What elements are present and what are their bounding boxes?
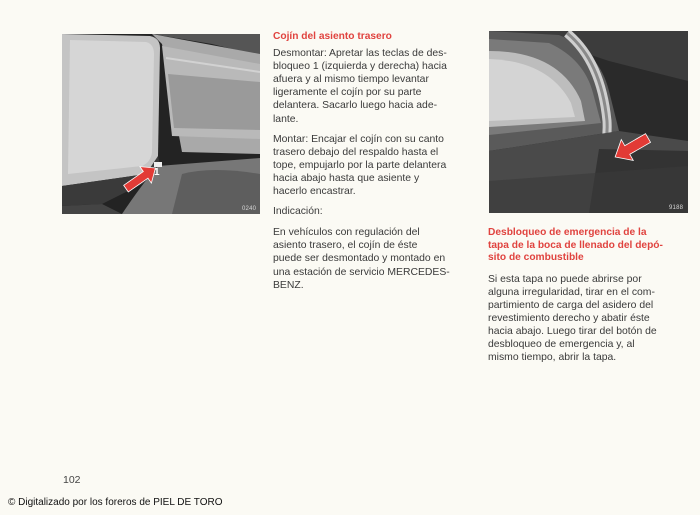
rear-seat-section (273, 30, 478, 299)
scan-credit: © Digitalizado por los foreros de PIEL DE TORO (8, 497, 223, 508)
fuel-flap-section (488, 227, 693, 371)
section-heading: Cojín del asiento trasero (273, 31, 392, 42)
remove-instructions: Desmontar: Apretar las teclas de des- bloqueo 1 (izquierda y derecha) hacia afuera y al mismo tiempo levantar ligeramente el cojín por su parte delantera. Sacarlo luego hacia ade- lante. (273, 48, 447, 125)
section-heading: Desbloqueo de emergencia de la tapa de la boca de llenado del depó- sito de combustible (488, 227, 663, 264)
note-label: Indicación: (273, 206, 323, 218)
callout-number: 1 (154, 167, 160, 178)
rear-seat-photo (62, 34, 260, 214)
photo-code-label: 0240 (242, 206, 257, 212)
fuel-flap-instructions: Si esta tapa no puede abrirse por alguna irregularidad, tirar en el com- partimiento de carga del asidero del revestimiento derecho y abatir éste hacia abajo. Luego tirar del botón de desbloqueo de emergencia y, al mismo tiempo, abrir la tapa. (488, 273, 657, 364)
page-number: 102 (63, 474, 81, 486)
note-paragraph: En vehículos con regulación del asiento trasero, el cojín de éste puede ser desmontado y montado en una estación de servicio MERCEDES- BENZ. (273, 227, 450, 291)
fuel-flap-photo (489, 31, 688, 213)
install-instructions: Montar: Encajar el cojín con su canto trasero debajo del respaldo hasta el tope, empujarlo por la parte delantera hacia abajo hasta que asiente y hacerlo encastrar. (273, 133, 447, 198)
photo-code-label: 9188 (669, 205, 684, 211)
